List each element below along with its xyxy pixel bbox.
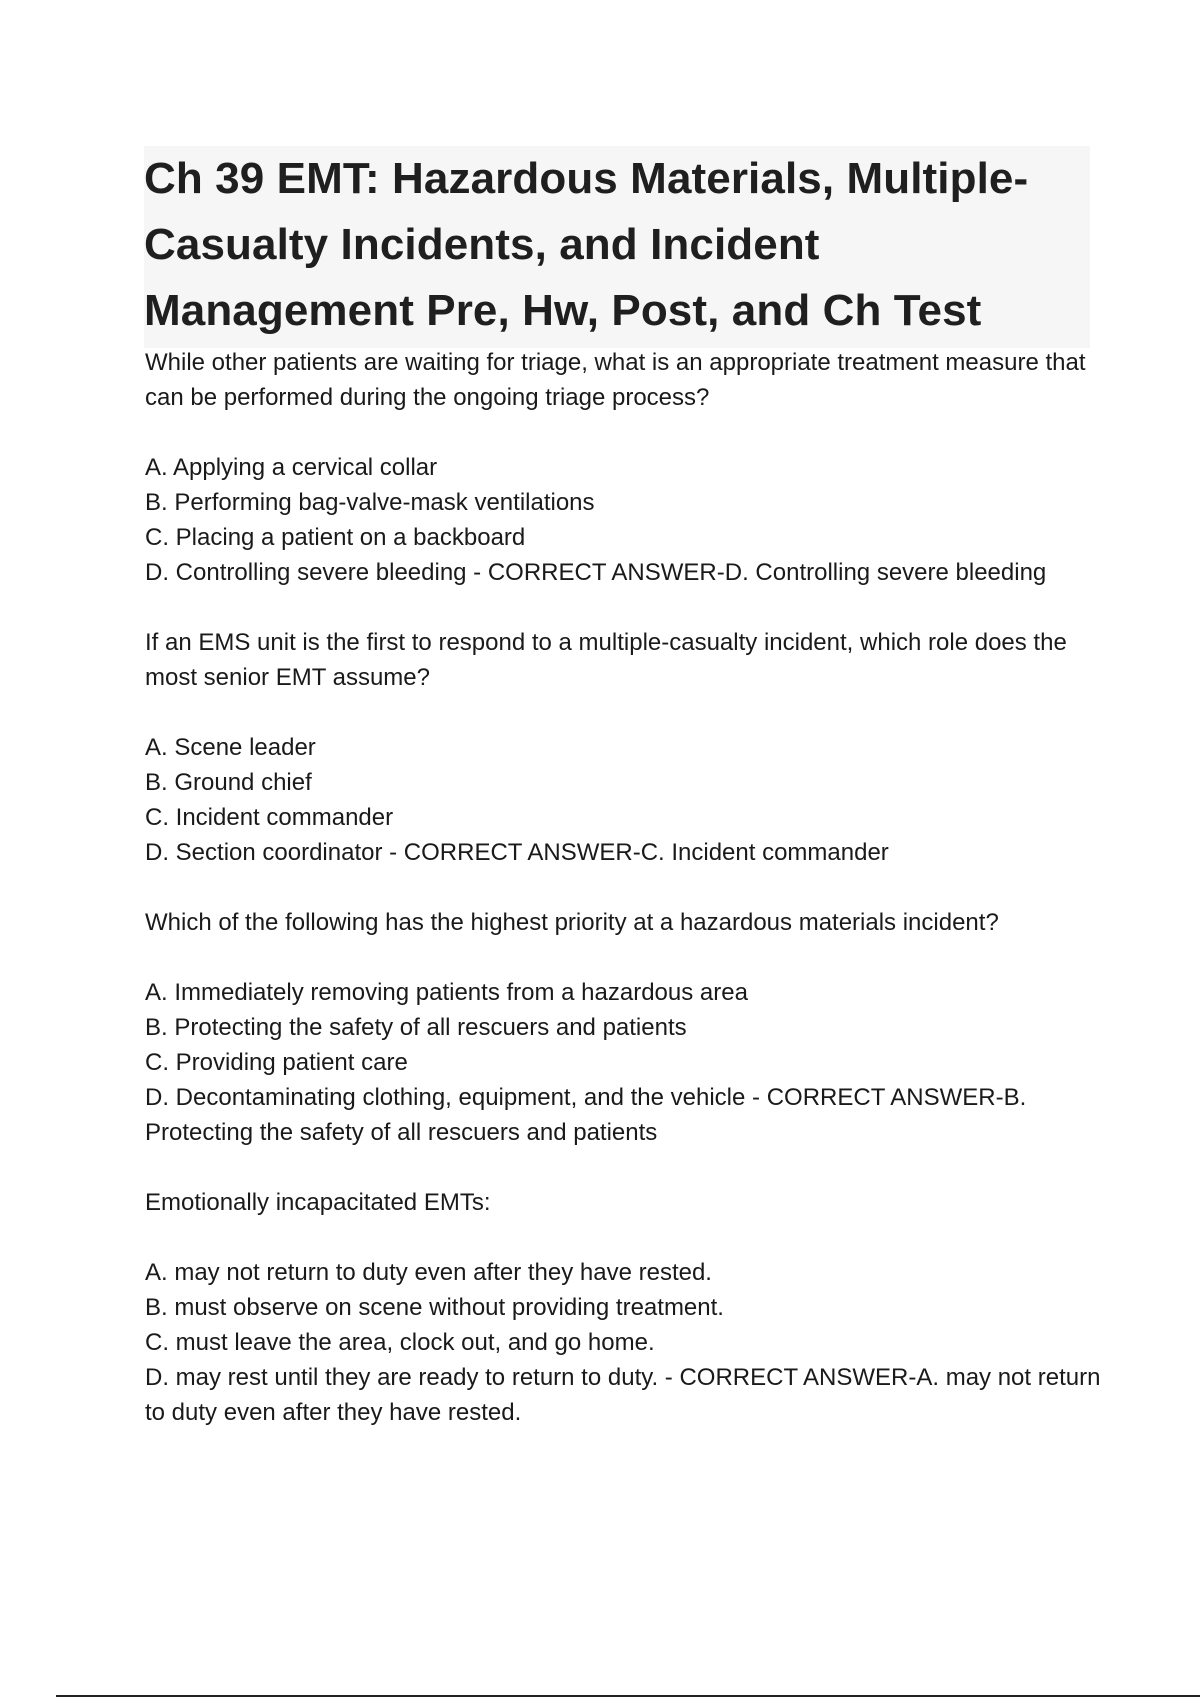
question-2-option-d-answer: D. Section coordinator - CORRECT ANSWER-C. Incident commander xyxy=(145,839,889,866)
question-4-option-a: A. may not return to duty even after they have rested. xyxy=(145,1259,712,1286)
question-4-option-d-answer: D. may rest until they are ready to return to duty. - CORRECT ANSWER-A. may not return to duty even after they have rested. xyxy=(145,1364,1101,1426)
question-1-option-a: A. Applying a cervical collar xyxy=(145,454,438,481)
question-3-option-a: A. Immediately removing patients from a hazardous area xyxy=(145,979,748,1006)
question-4-text: Emotionally incapacitated EMTs: xyxy=(145,1189,491,1216)
question-4-option-c: C. must leave the area, clock out, and go home. xyxy=(145,1329,655,1356)
question-2-option-b: B. Ground chief xyxy=(145,769,312,796)
question-2-option-c: C. Incident commander xyxy=(145,804,394,831)
title-block xyxy=(144,146,1090,348)
question-3-option-d-answer: D. Decontaminating clothing, equipment, and the vehicle - CORRECT ANSWER-B. Protecting the safety of all rescuers and patients xyxy=(145,1084,1027,1146)
question-3 xyxy=(145,905,1105,1150)
question-4 xyxy=(145,1185,1105,1430)
document-title: Ch 39 EMT: Hazardous Materials, Multiple-Casualty Incidents, and Incident Management Pre, Hw, Post, and Ch Test xyxy=(144,154,1029,335)
question-1-text: While other patients are waiting for triage, what is an appropriate treatment measure that can be performed during the ongoing triage process? xyxy=(145,349,1086,411)
question-2 xyxy=(145,625,1105,870)
footer-divider xyxy=(56,1695,1200,1697)
question-1-option-d-answer: D. Controlling severe bleeding - CORRECT ANSWER-D. Controlling severe bleeding xyxy=(145,559,1047,586)
question-2-text: If an EMS unit is the first to respond to a multiple-casualty incident, which role does the most senior EMT assume? xyxy=(145,629,1067,691)
question-1 xyxy=(145,345,1105,590)
question-4-option-b: B. must observe on scene without providing treatment. xyxy=(145,1294,724,1321)
question-2-option-a: A. Scene leader xyxy=(145,734,316,761)
question-3-option-b: B. Protecting the safety of all rescuers and patients xyxy=(145,1014,687,1041)
question-list xyxy=(145,345,1105,1465)
question-1-option-b: B. Performing bag-valve-mask ventilations xyxy=(145,489,595,516)
question-3-text: Which of the following has the highest priority at a hazardous materials incident? xyxy=(145,909,999,936)
question-3-option-c: C. Providing patient care xyxy=(145,1049,408,1076)
question-1-option-c: C. Placing a patient on a backboard xyxy=(145,524,526,551)
